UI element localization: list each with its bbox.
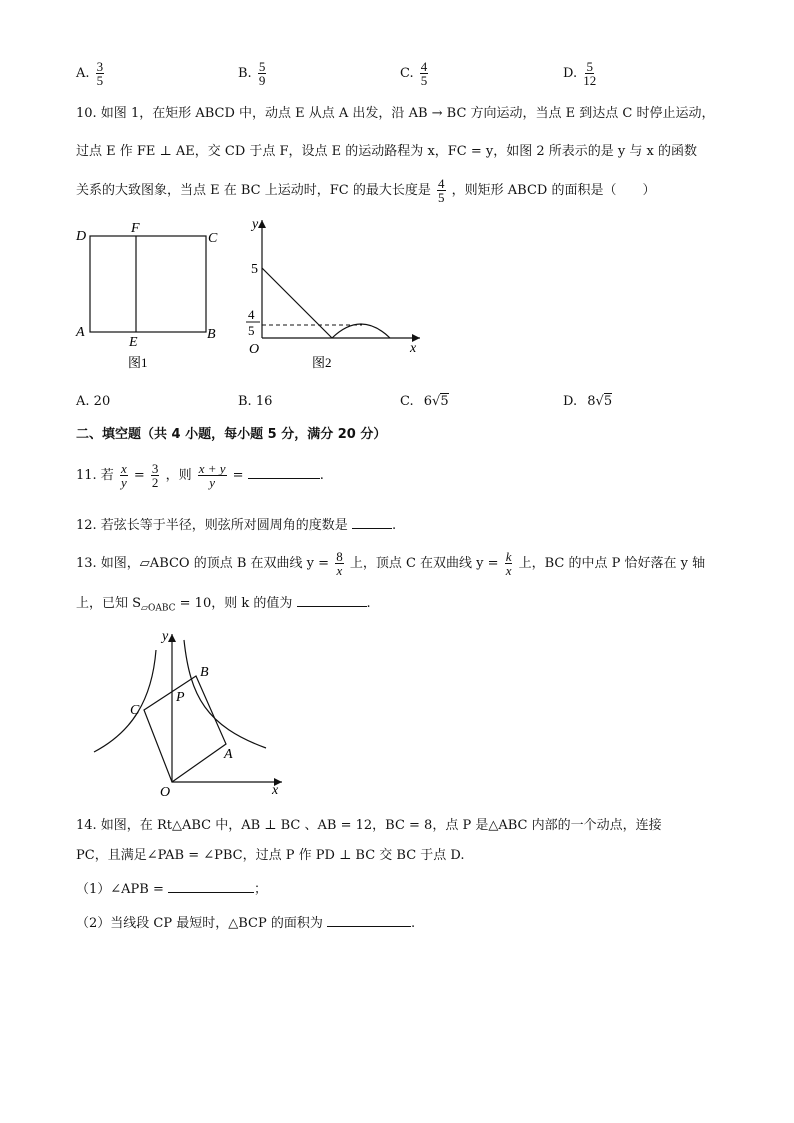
parallelogram-abco xyxy=(144,676,226,782)
rectangle-abcd xyxy=(90,236,206,332)
label-o: O xyxy=(160,785,171,800)
graph-segment xyxy=(262,268,332,338)
fraction: $\frac{4}{5}$ xyxy=(438,176,445,205)
answer-blank[interactable] xyxy=(327,914,411,927)
fraction: $\frac{k}{x}$ xyxy=(505,549,512,578)
label-x: x xyxy=(272,783,279,798)
q13-figure xyxy=(86,626,296,802)
sqrt-symbol: √ xyxy=(432,394,441,409)
q10-option-c[interactable]: C. 6√5 xyxy=(400,394,449,409)
label-c: C xyxy=(208,231,218,246)
q14-sub2: （2）当线段 CP 最短时，△BCP 的面积为 . xyxy=(76,916,416,931)
q10-option-a[interactable]: A. 20 xyxy=(76,394,111,409)
q14-sub1: （1）∠APB = ； xyxy=(76,882,268,897)
q9-option-c[interactable]: C. $\frac{4}{5}$ xyxy=(400,59,428,88)
figure1-caption: 图1 xyxy=(128,355,148,370)
sqrt-symbol: √ xyxy=(595,394,604,409)
y-axis-arrow xyxy=(168,634,176,642)
q14-line1: 14. 如图，在 Rt△ABC 中，AB ⊥ BC 、AB = 12，BC = 8，点 P 是△ABC 内部的一个动点，连接 xyxy=(76,818,662,833)
q9-option-d[interactable]: D. $\frac{5}{12}$ xyxy=(563,59,597,88)
fraction: $\frac{x}{y}$ xyxy=(120,461,127,490)
label-c: C xyxy=(130,703,140,718)
label-frac-num: 4 xyxy=(248,307,255,322)
fraction: $\frac{3}{2}$ xyxy=(151,461,159,490)
answer-blank[interactable] xyxy=(352,516,392,529)
q9-option-a[interactable]: A. $\frac{3}{5}$ xyxy=(76,59,104,88)
y-axis-arrow xyxy=(258,220,266,228)
label-frac-den: 5 xyxy=(248,323,255,338)
label-y: y xyxy=(252,217,259,232)
label-d: D xyxy=(76,229,87,244)
label-o: O xyxy=(249,342,260,357)
q9-option-b[interactable]: B. $\frac{5}{9}$ xyxy=(238,59,266,88)
figure2-caption: 图2 xyxy=(312,355,332,370)
label-p: P xyxy=(176,690,185,705)
q10-figure1 xyxy=(70,218,230,378)
hyperbola-right xyxy=(184,640,266,748)
q13-line2: 上，已知 $S_{▱OABC} = 10$，则 k 的值为 . xyxy=(76,596,371,614)
q11: 11. 若 $\frac{x}{y}$ = $\frac{3}{2}$ ，则 $\frac{x + y}{y}$ = . xyxy=(76,461,324,490)
fraction: $\frac{3}{5}$ xyxy=(96,59,104,88)
section-heading: 二、填空题（共 4 小题，每小题 5 分，满分 20 分） xyxy=(76,427,387,442)
label-five: 5 xyxy=(251,262,258,277)
q10-line2: 过点 E 作 FE ⊥ AE，交 CD 于点 F，设点 E 的运动路程为 x，FC = y，如图 2 所表示的是 y 与 x 的函数 xyxy=(76,144,697,159)
hyperbola-left xyxy=(94,650,156,752)
q10-line1: 10. 如图 1，在矩形 ABCD 中，动点 E 从点 A 出发，沿 AB → BC 方向运动，当点 E 到达点 C 时停止运动， xyxy=(76,106,715,121)
q10-option-d[interactable]: D. 8√5 xyxy=(563,394,613,409)
label-y: y xyxy=(162,629,169,644)
graph-arc xyxy=(332,324,390,338)
label-b: B xyxy=(200,665,209,680)
answer-blank[interactable] xyxy=(168,880,254,893)
label-a: A xyxy=(224,747,233,762)
answer-blank[interactable] xyxy=(297,594,367,607)
label-x: x xyxy=(410,341,417,356)
label-f: F xyxy=(131,221,140,236)
fraction: $\frac{x + y}{y}$ xyxy=(198,461,226,490)
q10-figure2 xyxy=(240,212,430,378)
label-a: A xyxy=(76,325,85,340)
fraction: $\frac{8}{x}$ xyxy=(336,549,343,578)
q14-line2: PC，且满足∠PAB = ∠PBC，过点 P 作 PD ⊥ BC 交 BC 于点 D. xyxy=(76,848,465,863)
q10-line3: 关系的大致图象，当点 E 在 BC 上运动时，FC 的最大长度是 $\frac{4}{5}$ ，则矩形 ABCD 的面积是（ ） xyxy=(76,176,656,205)
q10-option-b[interactable]: B. 16 xyxy=(238,394,273,409)
q12: 12. 若弦长等于半径，则弦所对圆周角的度数是 . xyxy=(76,518,397,533)
fraction: $\frac{5}{12}$ xyxy=(583,59,597,88)
label-b: B xyxy=(207,327,216,342)
label-e: E xyxy=(129,335,138,350)
q13-line1: 13. 如图，▱ABCO 的顶点 B 在双曲线 y = $\frac{8}{x}$ 上，顶点 C 在双曲线 y = $\frac{k}{x}$ 上，BC 的中点 P 恰好落在 y 轴 xyxy=(76,549,706,578)
answer-blank[interactable] xyxy=(248,466,320,479)
fraction: $\frac{5}{9}$ xyxy=(258,59,266,88)
fraction: $\frac{4}{5}$ xyxy=(420,59,428,88)
